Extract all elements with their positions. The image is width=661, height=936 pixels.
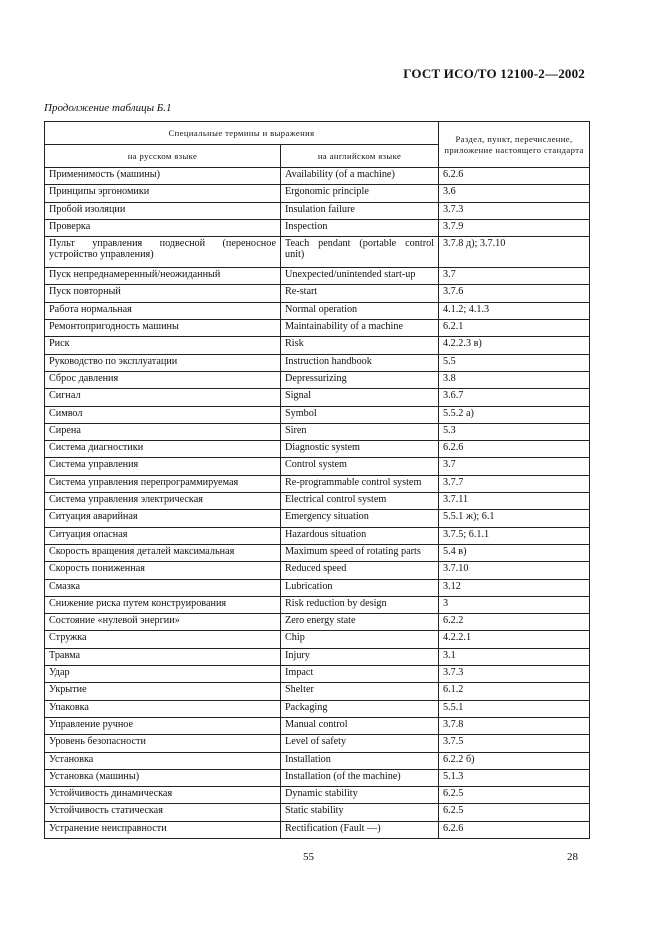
term-reference: 3.7.3 bbox=[439, 666, 590, 683]
term-russian: Сирена bbox=[45, 423, 281, 440]
term-english: Electrical control system bbox=[281, 493, 439, 510]
table-row bbox=[45, 406, 590, 423]
term-reference: 3.7.5; 6.1.1 bbox=[439, 527, 590, 544]
term-english: Impact bbox=[281, 666, 439, 683]
table-row bbox=[45, 804, 590, 821]
term-english: Shelter bbox=[281, 683, 439, 700]
term-english: Depressurizing bbox=[281, 371, 439, 388]
table-row bbox=[45, 700, 590, 717]
term-english: Zero energy state bbox=[281, 614, 439, 631]
term-english: Chip bbox=[281, 631, 439, 648]
term-russian: Снижение риска путем конструирования bbox=[45, 596, 281, 613]
term-reference: 6.2.5 bbox=[439, 787, 590, 804]
term-reference: 3.6.7 bbox=[439, 389, 590, 406]
term-english: Emergency situation bbox=[281, 510, 439, 527]
table-row bbox=[45, 614, 590, 631]
term-english: Rectification (Fault —) bbox=[281, 821, 439, 838]
term-russian: Символ bbox=[45, 406, 281, 423]
table-row bbox=[45, 579, 590, 596]
term-reference: 3.7.5 bbox=[439, 735, 590, 752]
page-number-right: 28 bbox=[567, 851, 578, 863]
table-row bbox=[45, 219, 590, 236]
term-english: Risk reduction by design bbox=[281, 596, 439, 613]
term-reference: 3.6 bbox=[439, 185, 590, 202]
term-english: Teach pendant (portable control unit) bbox=[281, 237, 439, 268]
term-russian: Система диагностики bbox=[45, 441, 281, 458]
table-row bbox=[45, 268, 590, 285]
term-russian: Стружка bbox=[45, 631, 281, 648]
term-russian: Устойчивость динамическая bbox=[45, 787, 281, 804]
term-english: Reduced speed bbox=[281, 562, 439, 579]
table-row bbox=[45, 631, 590, 648]
term-english: Instruction handbook bbox=[281, 354, 439, 371]
term-english: Maximum speed of rotating parts bbox=[281, 544, 439, 561]
term-russian: Устранение неисправности bbox=[45, 821, 281, 838]
term-russian: Сброс давления bbox=[45, 371, 281, 388]
term-english: Installation bbox=[281, 752, 439, 769]
term-english: Static stability bbox=[281, 804, 439, 821]
term-russian: Управление ручное bbox=[45, 717, 281, 734]
table-row bbox=[45, 648, 590, 665]
term-reference: 3.7.10 bbox=[439, 562, 590, 579]
term-reference: 6.2.2 б) bbox=[439, 752, 590, 769]
term-russian: Система управления перепрограммируемая bbox=[45, 475, 281, 492]
term-russian: Сигнал bbox=[45, 389, 281, 406]
term-reference: 5.3 bbox=[439, 423, 590, 440]
term-reference: 3.1 bbox=[439, 648, 590, 665]
table-caption: Продолжение таблицы Б.1 bbox=[44, 102, 172, 114]
table-row bbox=[45, 821, 590, 838]
term-english: Inspection bbox=[281, 219, 439, 236]
term-russian: Принципы эргономики bbox=[45, 185, 281, 202]
term-russian: Система управления bbox=[45, 458, 281, 475]
term-russian: Проверка bbox=[45, 219, 281, 236]
table-row bbox=[45, 441, 590, 458]
term-english: Signal bbox=[281, 389, 439, 406]
term-russian: Установка (машины) bbox=[45, 769, 281, 786]
term-reference: 6.1.2 bbox=[439, 683, 590, 700]
term-reference: 5.4 в) bbox=[439, 544, 590, 561]
term-english: Maintainability of a machine bbox=[281, 320, 439, 337]
term-reference: 3.7 bbox=[439, 458, 590, 475]
term-english: Symbol bbox=[281, 406, 439, 423]
term-reference: 3.7.8 bbox=[439, 717, 590, 734]
term-english: Level of safety bbox=[281, 735, 439, 752]
table-row bbox=[45, 735, 590, 752]
term-reference: 3 bbox=[439, 596, 590, 613]
table-row bbox=[45, 337, 590, 354]
header-reference: Раздел, пункт, перечисление, приложение настоящего стандарта bbox=[439, 122, 590, 168]
table-row bbox=[45, 493, 590, 510]
table-row bbox=[45, 787, 590, 804]
term-russian: Травма bbox=[45, 648, 281, 665]
term-reference: 3.7.3 bbox=[439, 202, 590, 219]
term-english: Siren bbox=[281, 423, 439, 440]
term-english: Availability (of a machine) bbox=[281, 168, 439, 185]
term-reference: 3.7.9 bbox=[439, 219, 590, 236]
table-row bbox=[45, 354, 590, 371]
header-english: на английском языке bbox=[281, 145, 439, 168]
header-special-terms: Специальные термины и выражения bbox=[45, 122, 439, 145]
term-english: Control system bbox=[281, 458, 439, 475]
term-english: Dynamic stability bbox=[281, 787, 439, 804]
term-reference: 6.2.1 bbox=[439, 320, 590, 337]
term-reference: 5.5.2 а) bbox=[439, 406, 590, 423]
term-russian: Ситуация аварийная bbox=[45, 510, 281, 527]
term-reference: 6.2.6 bbox=[439, 441, 590, 458]
term-reference: 3.7.7 bbox=[439, 475, 590, 492]
term-reference: 3.7.8 д); 3.7.10 bbox=[439, 237, 590, 268]
term-english: Insulation failure bbox=[281, 202, 439, 219]
table-row bbox=[45, 769, 590, 786]
table-row bbox=[45, 527, 590, 544]
term-english: Ergonomic principle bbox=[281, 185, 439, 202]
term-english: Lubrication bbox=[281, 579, 439, 596]
term-english: Installation (of the machine) bbox=[281, 769, 439, 786]
term-reference: 3.7.6 bbox=[439, 285, 590, 302]
table-row bbox=[45, 475, 590, 492]
term-reference: 5.5.1 bbox=[439, 700, 590, 717]
table-row bbox=[45, 423, 590, 440]
term-russian: Ремонтопригодность машины bbox=[45, 320, 281, 337]
term-reference: 4.2.2.1 bbox=[439, 631, 590, 648]
table-row bbox=[45, 717, 590, 734]
term-english: Risk bbox=[281, 337, 439, 354]
term-russian: Установка bbox=[45, 752, 281, 769]
table-row bbox=[45, 168, 590, 185]
term-russian: Риск bbox=[45, 337, 281, 354]
term-russian: Смазка bbox=[45, 579, 281, 596]
table-row bbox=[45, 544, 590, 561]
term-english: Injury bbox=[281, 648, 439, 665]
term-english: Unexpected/unintended start-up bbox=[281, 268, 439, 285]
term-reference: 5.1.3 bbox=[439, 769, 590, 786]
term-russian: Пробой изоляции bbox=[45, 202, 281, 219]
term-russian: Пульт управления подвесной (переносное устройство управления) bbox=[45, 237, 281, 268]
term-russian: Пуск непреднамеренный/неожиданный bbox=[45, 268, 281, 285]
table-row bbox=[45, 458, 590, 475]
term-english: Packaging bbox=[281, 700, 439, 717]
term-russian: Применимость (машины) bbox=[45, 168, 281, 185]
term-russian: Ситуация опасная bbox=[45, 527, 281, 544]
term-english: Re-programmable control system bbox=[281, 475, 439, 492]
term-russian: Укрытие bbox=[45, 683, 281, 700]
term-russian: Система управления электрическая bbox=[45, 493, 281, 510]
table-body bbox=[45, 168, 590, 839]
table-row bbox=[45, 683, 590, 700]
term-reference: 5.5.1 ж); 6.1 bbox=[439, 510, 590, 527]
term-russian: Уровень безопасности bbox=[45, 735, 281, 752]
term-reference: 5.5 bbox=[439, 354, 590, 371]
table-row bbox=[45, 320, 590, 337]
document-id: ГОСТ ИСО/ТО 12100-2—2002 bbox=[403, 66, 585, 81]
term-english: Manual control bbox=[281, 717, 439, 734]
term-reference: 6.2.5 bbox=[439, 804, 590, 821]
term-russian: Состояние «нулевой энергии» bbox=[45, 614, 281, 631]
table-row bbox=[45, 237, 590, 268]
term-reference: 4.1.2; 4.1.3 bbox=[439, 302, 590, 319]
term-reference: 3.12 bbox=[439, 579, 590, 596]
term-russian: Устойчивость статическая bbox=[45, 804, 281, 821]
term-reference: 6.2.6 bbox=[439, 821, 590, 838]
term-reference: 4.2.2.3 в) bbox=[439, 337, 590, 354]
table-row bbox=[45, 752, 590, 769]
term-russian: Удар bbox=[45, 666, 281, 683]
table-row bbox=[45, 389, 590, 406]
table-row bbox=[45, 371, 590, 388]
terms-table bbox=[44, 121, 590, 839]
table-row bbox=[45, 666, 590, 683]
header-russian: на русском языке bbox=[45, 145, 281, 168]
term-russian: Упаковка bbox=[45, 700, 281, 717]
term-english: Diagnostic system bbox=[281, 441, 439, 458]
term-russian: Пуск повторный bbox=[45, 285, 281, 302]
table-row bbox=[45, 302, 590, 319]
term-reference: 3.7.11 bbox=[439, 493, 590, 510]
term-russian: Скорость вращения деталей максимальная bbox=[45, 544, 281, 561]
term-russian: Руководство по эксплуатации bbox=[45, 354, 281, 371]
table-row bbox=[45, 596, 590, 613]
term-russian: Работа нормальная bbox=[45, 302, 281, 319]
table-row bbox=[45, 562, 590, 579]
term-reference: 3.7 bbox=[439, 268, 590, 285]
term-english: Re-start bbox=[281, 285, 439, 302]
term-russian: Скорость пониженная bbox=[45, 562, 281, 579]
table-row bbox=[45, 285, 590, 302]
page-number-center: 55 bbox=[303, 851, 314, 863]
term-reference: 6.2.2 bbox=[439, 614, 590, 631]
term-english: Normal operation bbox=[281, 302, 439, 319]
table-row bbox=[45, 185, 590, 202]
term-reference: 3.8 bbox=[439, 371, 590, 388]
table-row bbox=[45, 510, 590, 527]
table-row bbox=[45, 202, 590, 219]
term-english: Hazardous situation bbox=[281, 527, 439, 544]
term-reference: 6.2.6 bbox=[439, 168, 590, 185]
